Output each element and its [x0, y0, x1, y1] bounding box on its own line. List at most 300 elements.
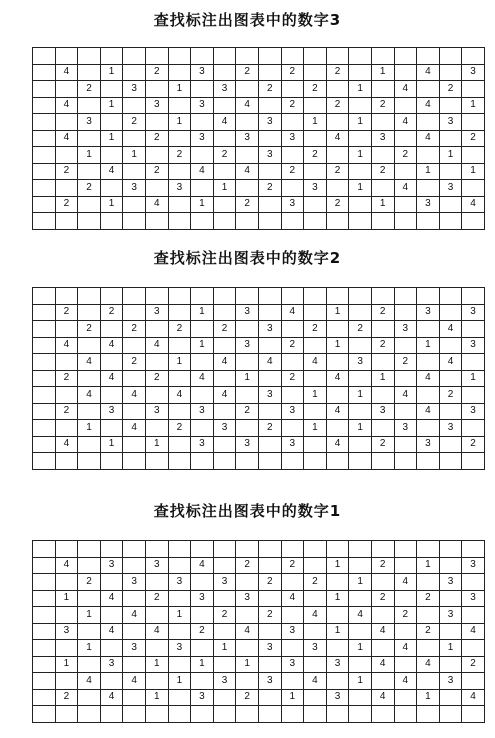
grid-cell[interactable]: 3 [439, 180, 462, 197]
grid-cell[interactable] [123, 453, 146, 470]
grid-cell[interactable] [100, 387, 123, 404]
grid-cell[interactable] [371, 673, 394, 690]
grid-cell[interactable] [417, 321, 440, 338]
grid-cell[interactable]: 4 [213, 114, 236, 131]
grid-cell[interactable]: 1 [78, 147, 101, 164]
grid-cell[interactable] [55, 541, 78, 558]
grid-cell[interactable] [191, 180, 214, 197]
grid-cell[interactable]: 1 [100, 436, 123, 453]
grid-cell[interactable] [462, 321, 485, 338]
grid-cell[interactable]: 2 [191, 623, 214, 640]
grid-cell[interactable]: 4 [417, 656, 440, 673]
grid-cell[interactable] [439, 213, 462, 230]
grid-cell[interactable]: 2 [78, 574, 101, 591]
grid-cell[interactable] [281, 213, 304, 230]
grid-cell[interactable] [394, 656, 417, 673]
grid-cell[interactable] [145, 673, 168, 690]
grid-cell[interactable]: 1 [145, 436, 168, 453]
grid-cell[interactable] [304, 706, 327, 723]
grid-cell[interactable]: 3 [439, 420, 462, 437]
grid-cell[interactable]: 1 [100, 196, 123, 213]
grid-cell[interactable] [100, 420, 123, 437]
grid-cell[interactable] [258, 590, 281, 607]
grid-cell[interactable] [326, 147, 349, 164]
grid-cell[interactable]: 1 [371, 64, 394, 81]
grid-cell[interactable]: 2 [281, 64, 304, 81]
grid-cell[interactable] [33, 114, 56, 131]
grid-cell[interactable] [168, 337, 191, 354]
grid-cell[interactable]: 4 [439, 321, 462, 338]
grid-cell[interactable]: 4 [304, 673, 327, 690]
grid-cell[interactable] [213, 590, 236, 607]
grid-cell[interactable]: 1 [100, 64, 123, 81]
grid-cell[interactable]: 2 [55, 196, 78, 213]
grid-cell[interactable]: 4 [326, 130, 349, 147]
grid-cell[interactable] [236, 541, 259, 558]
grid-cell[interactable] [439, 403, 462, 420]
grid-cell[interactable] [281, 48, 304, 65]
grid-cell[interactable]: 4 [100, 163, 123, 180]
grid-cell[interactable] [417, 114, 440, 131]
grid-cell[interactable] [371, 640, 394, 657]
grid-cell[interactable] [258, 48, 281, 65]
grid-cell[interactable]: 4 [394, 81, 417, 98]
grid-cell[interactable] [281, 706, 304, 723]
grid-cell[interactable] [349, 453, 372, 470]
grid-cell[interactable] [191, 420, 214, 437]
grid-cell[interactable] [100, 147, 123, 164]
grid-cell[interactable] [33, 557, 56, 574]
grid-cell[interactable]: 1 [349, 574, 372, 591]
grid-cell[interactable]: 3 [100, 403, 123, 420]
grid-cell[interactable]: 2 [371, 337, 394, 354]
grid-cell[interactable]: 3 [462, 557, 485, 574]
grid-cell[interactable] [439, 64, 462, 81]
grid-cell[interactable] [304, 403, 327, 420]
grid-cell[interactable]: 3 [439, 607, 462, 624]
grid-cell[interactable] [33, 590, 56, 607]
grid-cell[interactable] [123, 541, 146, 558]
grid-cell[interactable]: 2 [462, 130, 485, 147]
grid-cell[interactable] [123, 304, 146, 321]
grid-cell[interactable]: 3 [123, 180, 146, 197]
grid-cell[interactable] [258, 623, 281, 640]
grid-cell[interactable] [236, 673, 259, 690]
grid-cell[interactable] [462, 453, 485, 470]
grid-cell[interactable]: 4 [123, 607, 146, 624]
grid-cell[interactable]: 3 [417, 304, 440, 321]
grid-cell[interactable]: 4 [304, 354, 327, 371]
grid-cell[interactable] [417, 387, 440, 404]
grid-cell[interactable] [258, 304, 281, 321]
grid-cell[interactable]: 3 [258, 321, 281, 338]
grid-cell[interactable] [326, 81, 349, 98]
grid-cell[interactable] [123, 337, 146, 354]
grid-cell[interactable]: 2 [145, 64, 168, 81]
grid-cell[interactable] [100, 48, 123, 65]
grid-cell[interactable] [78, 541, 101, 558]
grid-cell[interactable]: 2 [100, 304, 123, 321]
grid-cell[interactable] [168, 689, 191, 706]
grid-cell[interactable] [439, 288, 462, 305]
grid-cell[interactable]: 2 [371, 590, 394, 607]
grid-cell[interactable] [326, 180, 349, 197]
grid-cell[interactable]: 3 [191, 130, 214, 147]
grid-cell[interactable] [326, 706, 349, 723]
grid-cell[interactable] [213, 541, 236, 558]
grid-cell[interactable] [191, 48, 214, 65]
grid-cell[interactable] [304, 288, 327, 305]
grid-cell[interactable] [349, 48, 372, 65]
grid-cell[interactable]: 2 [326, 97, 349, 114]
grid-cell[interactable]: 1 [100, 97, 123, 114]
grid-cell[interactable] [258, 196, 281, 213]
grid-cell[interactable] [462, 48, 485, 65]
grid-cell[interactable] [33, 574, 56, 591]
grid-cell[interactable]: 3 [191, 97, 214, 114]
grid-cell[interactable]: 3 [258, 114, 281, 131]
grid-cell[interactable] [33, 436, 56, 453]
grid-cell[interactable] [417, 541, 440, 558]
grid-cell[interactable]: 2 [258, 420, 281, 437]
grid-cell[interactable] [394, 557, 417, 574]
grid-cell[interactable] [168, 48, 191, 65]
grid-cell[interactable] [145, 453, 168, 470]
grid-cell[interactable]: 3 [55, 623, 78, 640]
grid-cell[interactable] [191, 607, 214, 624]
grid-cell[interactable] [145, 147, 168, 164]
grid-cell[interactable]: 3 [213, 574, 236, 591]
grid-cell[interactable] [168, 213, 191, 230]
grid-cell[interactable] [55, 213, 78, 230]
grid-cell[interactable]: 4 [78, 673, 101, 690]
grid-cell[interactable] [123, 590, 146, 607]
grid-cell[interactable] [191, 673, 214, 690]
grid-cell[interactable] [304, 370, 327, 387]
grid-cell[interactable]: 2 [417, 623, 440, 640]
grid-cell[interactable] [236, 706, 259, 723]
grid-cell[interactable] [371, 574, 394, 591]
grid-cell[interactable] [236, 387, 259, 404]
grid-cell[interactable]: 2 [55, 403, 78, 420]
grid-cell[interactable] [55, 180, 78, 197]
grid-cell[interactable] [417, 673, 440, 690]
grid-cell[interactable]: 1 [168, 114, 191, 131]
grid-cell[interactable] [462, 574, 485, 591]
grid-cell[interactable] [33, 81, 56, 98]
grid-cell[interactable] [258, 288, 281, 305]
grid-cell[interactable] [349, 196, 372, 213]
grid-cell[interactable]: 2 [258, 607, 281, 624]
grid-cell[interactable]: 4 [145, 623, 168, 640]
grid-cell[interactable] [236, 354, 259, 371]
grid-cell[interactable] [33, 607, 56, 624]
grid-cell[interactable] [281, 321, 304, 338]
grid-cell[interactable] [326, 114, 349, 131]
grid-cell[interactable] [439, 706, 462, 723]
grid-cell[interactable] [417, 453, 440, 470]
grid-cell[interactable]: 1 [462, 163, 485, 180]
grid-cell[interactable]: 1 [304, 387, 327, 404]
grid-cell[interactable] [78, 163, 101, 180]
grid-cell[interactable]: 2 [145, 590, 168, 607]
grid-cell[interactable]: 3 [100, 557, 123, 574]
grid-cell[interactable]: 2 [371, 304, 394, 321]
grid-cell[interactable]: 3 [191, 689, 214, 706]
grid-cell[interactable]: 2 [213, 147, 236, 164]
grid-cell[interactable] [168, 403, 191, 420]
grid-cell[interactable] [371, 541, 394, 558]
grid-cell[interactable] [33, 541, 56, 558]
grid-cell[interactable]: 2 [258, 574, 281, 591]
grid-cell[interactable] [304, 97, 327, 114]
grid-cell[interactable] [123, 557, 146, 574]
grid-cell[interactable] [439, 196, 462, 213]
grid-cell[interactable]: 4 [236, 97, 259, 114]
grid-cell[interactable] [304, 623, 327, 640]
grid-cell[interactable]: 2 [55, 304, 78, 321]
grid-cell[interactable] [191, 453, 214, 470]
grid-cell[interactable] [349, 656, 372, 673]
grid-cell[interactable]: 2 [236, 403, 259, 420]
grid-cell[interactable]: 1 [191, 656, 214, 673]
grid-cell[interactable] [168, 97, 191, 114]
grid-cell[interactable] [33, 354, 56, 371]
grid-cell[interactable]: 2 [78, 180, 101, 197]
grid-cell[interactable] [145, 640, 168, 657]
grid-cell[interactable] [123, 436, 146, 453]
grid-cell[interactable]: 2 [371, 97, 394, 114]
grid-cell[interactable]: 3 [462, 337, 485, 354]
grid-cell[interactable]: 4 [213, 354, 236, 371]
grid-cell[interactable]: 4 [100, 337, 123, 354]
grid-cell[interactable] [281, 354, 304, 371]
grid-cell[interactable]: 4 [394, 387, 417, 404]
grid-cell[interactable] [417, 147, 440, 164]
grid-cell[interactable] [371, 147, 394, 164]
grid-cell[interactable] [123, 403, 146, 420]
grid-cell[interactable]: 1 [439, 147, 462, 164]
grid-cell[interactable]: 4 [236, 623, 259, 640]
grid-cell[interactable] [55, 706, 78, 723]
grid-cell[interactable] [78, 213, 101, 230]
grid-cell[interactable] [462, 420, 485, 437]
grid-cell[interactable] [417, 213, 440, 230]
grid-cell[interactable] [258, 541, 281, 558]
grid-cell[interactable]: 1 [281, 689, 304, 706]
grid-cell[interactable]: 2 [123, 321, 146, 338]
grid-cell[interactable] [100, 321, 123, 338]
grid-cell[interactable] [145, 321, 168, 338]
grid-cell[interactable] [213, 337, 236, 354]
grid-cell[interactable] [394, 48, 417, 65]
grid-cell[interactable]: 3 [191, 590, 214, 607]
grid-cell[interactable] [213, 436, 236, 453]
grid-cell[interactable] [304, 196, 327, 213]
grid-cell[interactable] [462, 288, 485, 305]
grid-cell[interactable] [100, 607, 123, 624]
grid-cell[interactable] [371, 387, 394, 404]
grid-cell[interactable] [326, 640, 349, 657]
grid-cell[interactable] [304, 656, 327, 673]
grid-cell[interactable] [33, 387, 56, 404]
grid-cell[interactable] [55, 81, 78, 98]
grid-cell[interactable] [371, 706, 394, 723]
grid-cell[interactable] [78, 689, 101, 706]
grid-cell[interactable]: 4 [326, 403, 349, 420]
grid-cell[interactable]: 2 [145, 163, 168, 180]
grid-cell[interactable]: 2 [258, 81, 281, 98]
grid-cell[interactable] [281, 574, 304, 591]
grid-cell[interactable] [213, 213, 236, 230]
grid-cell[interactable] [394, 64, 417, 81]
grid-cell[interactable] [78, 97, 101, 114]
grid-cell[interactable] [145, 288, 168, 305]
grid-cell[interactable]: 2 [123, 354, 146, 371]
grid-cell[interactable] [258, 706, 281, 723]
grid-cell[interactable] [78, 590, 101, 607]
grid-cell[interactable] [394, 304, 417, 321]
grid-cell[interactable]: 1 [326, 590, 349, 607]
grid-cell[interactable]: 1 [55, 590, 78, 607]
grid-cell[interactable]: 2 [145, 370, 168, 387]
grid-cell[interactable]: 2 [168, 420, 191, 437]
grid-cell[interactable]: 4 [417, 403, 440, 420]
grid-cell[interactable] [349, 370, 372, 387]
grid-cell[interactable] [55, 48, 78, 65]
grid-cell[interactable]: 2 [236, 557, 259, 574]
grid-cell[interactable] [281, 453, 304, 470]
grid-cell[interactable] [145, 607, 168, 624]
grid-cell[interactable]: 1 [349, 673, 372, 690]
grid-cell[interactable] [123, 130, 146, 147]
grid-cell[interactable] [349, 130, 372, 147]
grid-cell[interactable]: 4 [100, 370, 123, 387]
grid-cell[interactable] [33, 196, 56, 213]
grid-cell[interactable]: 2 [55, 370, 78, 387]
grid-cell[interactable] [78, 288, 101, 305]
grid-cell[interactable]: 3 [281, 656, 304, 673]
grid-cell[interactable] [168, 436, 191, 453]
grid-cell[interactable] [439, 689, 462, 706]
grid-cell[interactable] [191, 81, 214, 98]
grid-cell[interactable] [394, 337, 417, 354]
grid-cell[interactable] [304, 64, 327, 81]
grid-cell[interactable]: 2 [213, 607, 236, 624]
grid-cell[interactable]: 2 [462, 436, 485, 453]
grid-cell[interactable] [258, 453, 281, 470]
grid-cell[interactable]: 2 [281, 557, 304, 574]
grid-cell[interactable]: 3 [304, 180, 327, 197]
grid-cell[interactable]: 1 [168, 673, 191, 690]
grid-cell[interactable] [258, 64, 281, 81]
grid-cell[interactable] [258, 97, 281, 114]
grid-cell[interactable]: 1 [213, 640, 236, 657]
grid-cell[interactable]: 3 [145, 97, 168, 114]
grid-cell[interactable]: 1 [349, 387, 372, 404]
grid-cell[interactable] [78, 304, 101, 321]
grid-cell[interactable] [213, 163, 236, 180]
grid-cell[interactable]: 1 [191, 337, 214, 354]
grid-cell[interactable] [100, 706, 123, 723]
grid-cell[interactable]: 2 [281, 97, 304, 114]
grid-cell[interactable]: 2 [371, 163, 394, 180]
grid-cell[interactable] [145, 213, 168, 230]
grid-cell[interactable] [55, 607, 78, 624]
grid-cell[interactable] [168, 541, 191, 558]
grid-cell[interactable]: 4 [417, 97, 440, 114]
grid-cell[interactable]: 1 [236, 656, 259, 673]
grid-cell[interactable] [78, 130, 101, 147]
grid-cell[interactable] [55, 114, 78, 131]
grid-cell[interactable]: 4 [191, 163, 214, 180]
grid-cell[interactable] [326, 48, 349, 65]
grid-cell[interactable]: 2 [304, 147, 327, 164]
grid-cell[interactable] [462, 706, 485, 723]
grid-cell[interactable] [145, 387, 168, 404]
grid-cell[interactable]: 1 [213, 180, 236, 197]
grid-cell[interactable]: 1 [145, 689, 168, 706]
grid-cell[interactable] [191, 706, 214, 723]
grid-cell[interactable] [349, 213, 372, 230]
grid-cell[interactable]: 4 [304, 607, 327, 624]
grid-cell[interactable] [281, 147, 304, 164]
grid-cell[interactable] [123, 623, 146, 640]
grid-cell[interactable]: 3 [191, 436, 214, 453]
grid-cell[interactable] [281, 420, 304, 437]
grid-cell[interactable] [394, 706, 417, 723]
grid-cell[interactable]: 3 [236, 590, 259, 607]
grid-cell[interactable]: 3 [236, 130, 259, 147]
grid-cell[interactable]: 1 [439, 640, 462, 657]
grid-cell[interactable] [394, 689, 417, 706]
grid-cell[interactable]: 2 [304, 574, 327, 591]
grid-cell[interactable]: 2 [349, 321, 372, 338]
grid-cell[interactable] [236, 321, 259, 338]
grid-cell[interactable]: 3 [145, 403, 168, 420]
grid-cell[interactable] [100, 114, 123, 131]
grid-cell[interactable] [168, 64, 191, 81]
grid-cell[interactable] [168, 163, 191, 180]
grid-cell[interactable] [371, 420, 394, 437]
grid-cell[interactable] [33, 337, 56, 354]
grid-cell[interactable] [439, 163, 462, 180]
grid-cell[interactable]: 1 [326, 623, 349, 640]
grid-cell[interactable] [33, 623, 56, 640]
grid-cell[interactable] [236, 147, 259, 164]
grid-cell[interactable] [304, 213, 327, 230]
grid-cell[interactable] [304, 436, 327, 453]
grid-cell[interactable]: 3 [258, 387, 281, 404]
grid-cell[interactable] [417, 180, 440, 197]
grid-cell[interactable] [439, 337, 462, 354]
grid-cell[interactable] [145, 180, 168, 197]
grid-cell[interactable]: 3 [236, 337, 259, 354]
grid-cell[interactable] [168, 370, 191, 387]
grid-cell[interactable] [33, 370, 56, 387]
grid-cell[interactable] [78, 370, 101, 387]
grid-cell[interactable] [371, 288, 394, 305]
grid-cell[interactable] [326, 387, 349, 404]
grid-cell[interactable] [326, 354, 349, 371]
grid-cell[interactable] [168, 623, 191, 640]
grid-cell[interactable]: 4 [168, 387, 191, 404]
grid-cell[interactable]: 2 [145, 130, 168, 147]
grid-cell[interactable] [462, 387, 485, 404]
grid-cell[interactable] [326, 321, 349, 338]
grid-cell[interactable] [191, 354, 214, 371]
grid-cell[interactable] [33, 288, 56, 305]
